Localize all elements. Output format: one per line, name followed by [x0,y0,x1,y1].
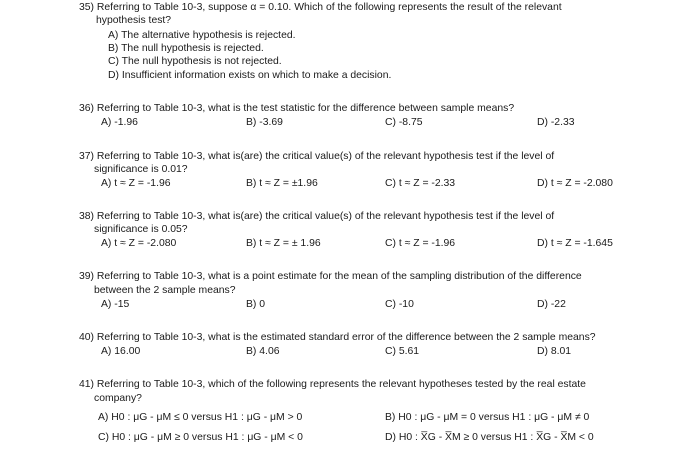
q39-option-a: A) -15 [101,299,130,310]
q35-stem-cont: hypothesis test? [96,15,172,26]
q41-option-c: C) H0 : μG - μM ≥ 0 versus H1 : μG - μM < 0 [98,432,303,443]
q41-option-a: A) H0 : μG - μM ≤ 0 versus H1 : μG - μM > 0 [98,412,303,423]
q41-stem-cont: company? [94,393,142,404]
q37-stem-cont: significance is 0.01? [94,164,188,175]
q40-option-c: C) 5.61 [385,346,420,357]
q39-option-b: B) 0 [246,299,266,310]
q36-option-a: A) -1.96 [101,117,138,128]
q35-option-d: D) Insufficient information exists on which to make a decision. [108,70,392,81]
q41-stem: 41) Referring to Table 10-3, which of the following represents the relevant hypotheses tested by the real estate [79,379,586,390]
q37-stem: 37) Referring to Table 10-3, what is(are) the critical value(s) of the relevant hypothesis test if the level of [79,151,555,162]
q36-option-b: B) -3.69 [246,117,283,128]
q39-option-d: D) -22 [537,299,566,310]
q38-option-d: D) t ≈ Z = -1.645 [537,238,613,249]
q39-option-c: C) -10 [385,299,414,310]
q39-stem: 39) Referring to Table 10-3, what is a point estimate for the mean of the sampling distribution of the difference [79,271,582,282]
q37-option-c: C) t ≈ Z = -2.33 [385,178,456,189]
q38-option-a: A) t ≈ Z = -2.080 [101,238,177,249]
q36-stem: 36) Referring to Table 10-3, what is the test statistic for the difference between sample means? [79,103,515,114]
q36-option-c: C) -8.75 [385,117,423,128]
q41-option-d: D) H0 : X̅G - X̅M ≥ 0 versus H1 : X̅G - X̅M < 0 [385,432,594,443]
q38-stem-cont: significance is 0.05? [94,224,188,235]
q39-stem-cont: between the 2 sample means? [94,285,236,296]
q35-stem: 35) Referring to Table 10-3, suppose α = 0.10. Which of the following represents the result of the relevant [79,2,562,13]
q38-option-b: B) t ≈ Z = ± 1.96 [246,238,321,249]
q36-option-d: D) -2.33 [537,117,575,128]
q40-option-b: B) 4.06 [246,346,280,357]
q37-option-a: A) t ≈ Z = -1.96 [101,178,171,189]
q40-option-a: A) 16.00 [101,346,141,357]
q41-option-b: B) H0 : μG - μM = 0 versus H1 : μG - μM ≠ 0 [385,412,590,423]
q35-option-c: C) The null hypothesis is not rejected. [108,56,282,67]
q37-option-d: D) t ≈ Z = -2.080 [537,178,613,189]
q38-option-c: C) t ≈ Z = -1.96 [385,238,456,249]
q40-option-d: D) 8.01 [537,346,572,357]
q35-option-a: A) The alternative hypothesis is rejected. [108,30,296,41]
q37-option-b: B) t ≈ Z = ±1.96 [246,178,318,189]
q35-option-b: B) The null hypothesis is rejected. [108,43,264,54]
q40-stem: 40) Referring to Table 10-3, what is the estimated standard error of the difference between the 2 sample means? [79,332,596,343]
q38-stem: 38) Referring to Table 10-3, what is(are) the critical value(s) of the relevant hypothesis test if the level of [79,211,555,222]
